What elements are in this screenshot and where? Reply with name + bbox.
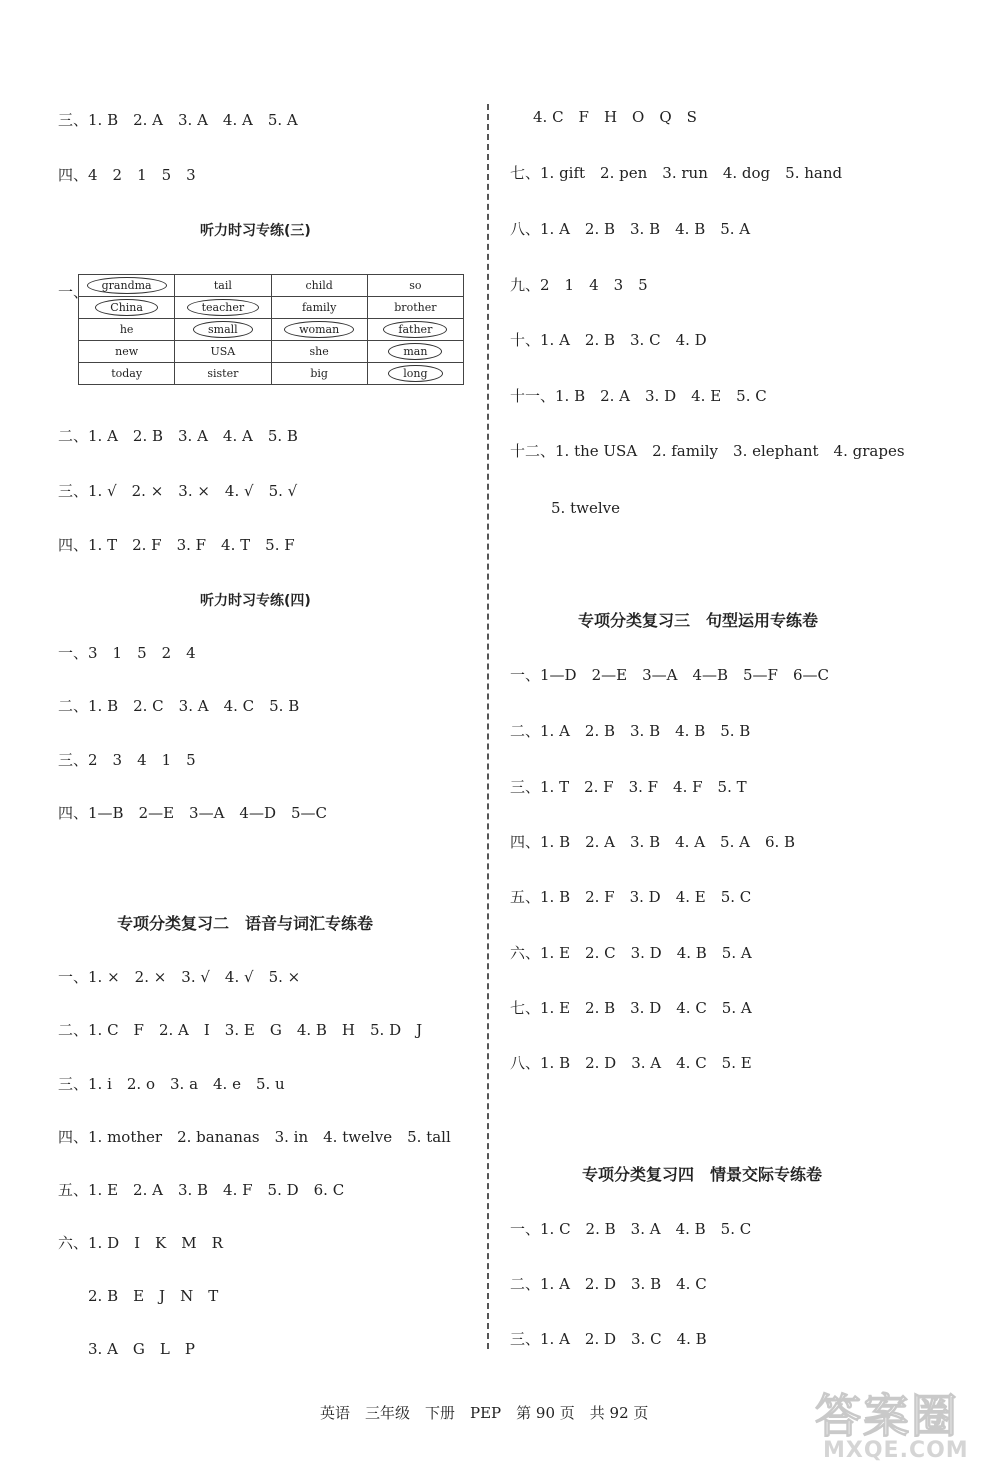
word: new xyxy=(115,345,139,358)
word: sister xyxy=(207,367,239,380)
answer-line: 九、2 1 4 3 5 xyxy=(510,276,648,294)
answer-line: 三、1. A 2. D 3. C 4. B xyxy=(510,1330,707,1348)
answer-line: 十一、1. B 2. A 3. D 4. E 5. C xyxy=(510,387,767,405)
answer-line: 八、1. A 2. B 3. B 4. B 5. A xyxy=(510,220,751,238)
answer-line: 三、1. i 2. o 3. a 4. e 5. u xyxy=(58,1075,285,1093)
answer-line: 八、1. B 2. D 3. A 4. C 5. E xyxy=(510,1054,752,1072)
circled-word: woman xyxy=(284,321,354,338)
word: USA xyxy=(210,345,236,358)
section-heading: 听力时习专练(三) xyxy=(200,223,311,239)
circled-word: China xyxy=(95,299,158,316)
answer-line: 六、1. E 2. C 3. D 4. B 5. A xyxy=(510,944,752,962)
column-divider xyxy=(487,104,489,1349)
answer-line: 2. B E J N T xyxy=(88,1287,219,1305)
word: he xyxy=(119,323,134,336)
table-cell xyxy=(367,275,463,297)
watermark-logo xyxy=(815,1380,985,1470)
answer-line: 一、3 1 5 2 4 xyxy=(58,644,196,662)
word: she xyxy=(309,345,329,358)
answer-line: 5. twelve xyxy=(551,499,620,517)
circled-word: long xyxy=(388,365,442,382)
page-footer: 英语 三年级 下册 PEP 第 90 页 共 92 页 xyxy=(320,1404,649,1422)
answer-line: 七、1. E 2. B 3. D 4. C 5. A xyxy=(510,999,752,1017)
table-cell xyxy=(79,275,175,297)
answer-line: 十二、1. the USA 2. family 3. elephant 4. grapes xyxy=(510,442,905,460)
answer-line: 二、1. A 2. B 3. A 4. A 5. B xyxy=(58,427,298,445)
word: so xyxy=(409,279,422,292)
word-table xyxy=(78,274,464,385)
table-row xyxy=(79,319,464,341)
circled-word: father xyxy=(383,321,447,338)
circled-word: grandma xyxy=(87,277,167,294)
table-cell xyxy=(175,297,271,319)
answer-line: 三、1. T 2. F 3. F 4. F 5. T xyxy=(510,778,747,796)
circled-word: man xyxy=(388,343,442,360)
table-cell xyxy=(271,297,367,319)
table-cell xyxy=(79,363,175,385)
table-cell xyxy=(175,341,271,363)
answer-line: 六、1. D I K M R xyxy=(58,1234,223,1252)
table-cell xyxy=(175,319,271,341)
table-cell xyxy=(367,363,463,385)
answer-line: 四、1. mother 2. bananas 3. in 4. twelve 5. tall xyxy=(58,1128,451,1146)
answer-line: 三、1. √ 2. × 3. × 4. √ 5. √ xyxy=(58,482,298,500)
table-cell xyxy=(79,297,175,319)
table-cell xyxy=(271,363,367,385)
answer-line: 二、1. A 2. B 3. B 4. B 5. B xyxy=(510,722,751,740)
word: child xyxy=(305,279,333,292)
table-row xyxy=(79,275,464,297)
answer-line: 一、1. C 2. B 3. A 4. B 5. C xyxy=(510,1220,752,1238)
word: brother xyxy=(394,301,437,314)
section-heading: 专项分类复习四 情景交际专练卷 xyxy=(582,1165,823,1184)
table-cell xyxy=(79,341,175,363)
answer-line: 五、1. B 2. F 3. D 4. E 5. C xyxy=(510,888,752,906)
table-prefix: 一、 xyxy=(58,283,89,301)
answer-line: 三、1. B 2. A 3. A 4. A 5. A xyxy=(58,111,298,129)
answer-line: 四、1—B 2—E 3—A 4—D 5—C xyxy=(58,804,328,822)
table-cell xyxy=(271,275,367,297)
word: today xyxy=(111,367,143,380)
word: big xyxy=(310,367,328,380)
answer-line: 4. C F H O Q S xyxy=(533,108,697,126)
watermark-url: MXQE.COM xyxy=(823,1438,969,1463)
circled-word: small xyxy=(193,321,253,338)
table-row xyxy=(79,297,464,319)
table-cell xyxy=(367,319,463,341)
table-row xyxy=(79,363,464,385)
answer-line: 二、1. B 2. C 3. A 4. C 5. B xyxy=(58,697,300,715)
table-row xyxy=(79,341,464,363)
answer-line: 二、1. C F 2. A I 3. E G 4. B H 5. D J xyxy=(58,1021,423,1039)
answer-line: 十、1. A 2. B 3. C 4. D xyxy=(510,331,707,349)
table-cell xyxy=(175,275,271,297)
table-cell xyxy=(271,319,367,341)
table-cell xyxy=(271,341,367,363)
answer-line: 一、1. × 2. × 3. √ 4. √ 5. × xyxy=(58,968,301,986)
answer-line: 3. A G L P xyxy=(88,1340,195,1358)
watermark-text: 答案圈 xyxy=(815,1389,959,1443)
answer-line: 三、2 3 4 1 5 xyxy=(58,751,196,769)
circled-word: teacher xyxy=(187,299,260,316)
table-cell xyxy=(367,341,463,363)
table-cell xyxy=(79,319,175,341)
table-cell xyxy=(367,297,463,319)
section-heading: 专项分类复习三 句型运用专练卷 xyxy=(578,611,819,630)
answer-line: 四、1. T 2. F 3. F 4. T 5. F xyxy=(58,536,295,554)
word: tail xyxy=(213,279,232,292)
section-heading: 专项分类复习二 语音与词汇专练卷 xyxy=(117,914,374,933)
table-cell xyxy=(175,363,271,385)
section-heading: 听力时习专练(四) xyxy=(200,593,311,609)
answer-line: 四、1. B 2. A 3. B 4. A 5. A 6. B xyxy=(510,833,796,851)
answer-line: 一、1—D 2—E 3—A 4—B 5—F 6—C xyxy=(510,666,829,684)
word: family xyxy=(301,301,337,314)
answer-line: 五、1. E 2. A 3. B 4. F 5. D 6. C xyxy=(58,1181,345,1199)
answer-line: 四、4 2 1 5 3 xyxy=(58,166,196,184)
answer-line: 七、1. gift 2. pen 3. run 4. dog 5. hand xyxy=(510,164,843,182)
answer-line: 二、1. A 2. D 3. B 4. C xyxy=(510,1275,707,1293)
